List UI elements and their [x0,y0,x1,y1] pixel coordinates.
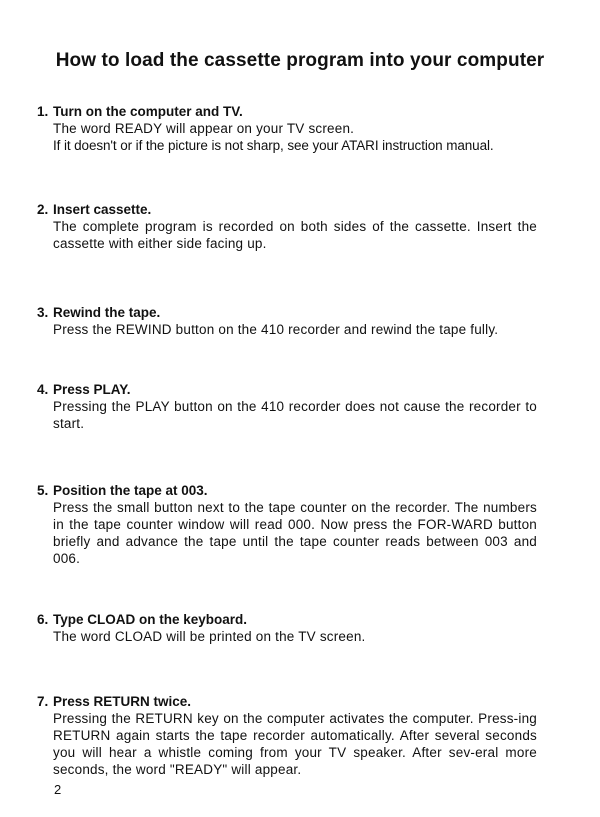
step-1 [37,103,537,154]
step-title: Press RETURN twice. [53,694,192,709]
step-text: The word READY will appear on your TV screen. [53,121,355,136]
step-heading [37,611,537,628]
page-title: How to load the cassette program into your computer [55,50,545,71]
step-title: Rewind the tape. [53,305,161,320]
step-text: Pressing the RETURN key on the computer activates the computer. Press-ing RETURN again starts the tape recorder automatically. After several seconds you will hear a whistle coming from your TV speaker. After sev-eral more seconds, the word "READY" will appear. [53,711,537,777]
step-5 [37,482,537,567]
step-number: 2. [37,202,49,217]
step-number: 6. [37,612,49,627]
step-heading [37,201,537,218]
step-number: 4. [37,382,49,397]
step-number: 1. [37,104,49,119]
step-title: Position the tape at 003. [53,483,208,498]
step-2 [37,201,537,252]
step-3 [37,304,537,338]
page-number: 2 [54,782,62,797]
step-heading [37,304,537,321]
step-heading [37,103,537,120]
step-title: Insert cassette. [53,202,152,217]
step-number: 3. [37,305,49,320]
step-6 [37,611,537,645]
step-heading [37,381,537,398]
step-text: The word CLOAD will be printed on the TV screen. [53,629,366,644]
step-number: 7. [37,694,49,709]
step-title: Turn on the computer and TV. [53,104,243,119]
step-text: Pressing the PLAY button on the 410 recorder does not cause the recorder to start. [53,399,537,431]
step-text: Press the REWIND button on the 410 recorder and rewind the tape fully. [53,322,499,337]
step-title: Type CLOAD on the keyboard. [53,612,248,627]
step-heading [37,693,537,710]
step-number: 5. [37,483,49,498]
step-heading [37,482,537,499]
step-title: Press PLAY. [53,382,131,397]
step-7 [37,693,537,778]
step-text: The complete program is recorded on both sides of the cassette. Insert the cassette with either side facing up. [53,219,537,251]
step-text: If it doesn't or if the picture is not sharp, see your ATARI instruction manual. [53,138,494,153]
step-text: Press the small button next to the tape counter on the recorder. The numbers in the tape counter window will read 000. Now press the FOR-WARD button briefly and advance the tape until the tape counter reads between 003 and 006. [53,500,537,566]
step-4 [37,381,537,432]
